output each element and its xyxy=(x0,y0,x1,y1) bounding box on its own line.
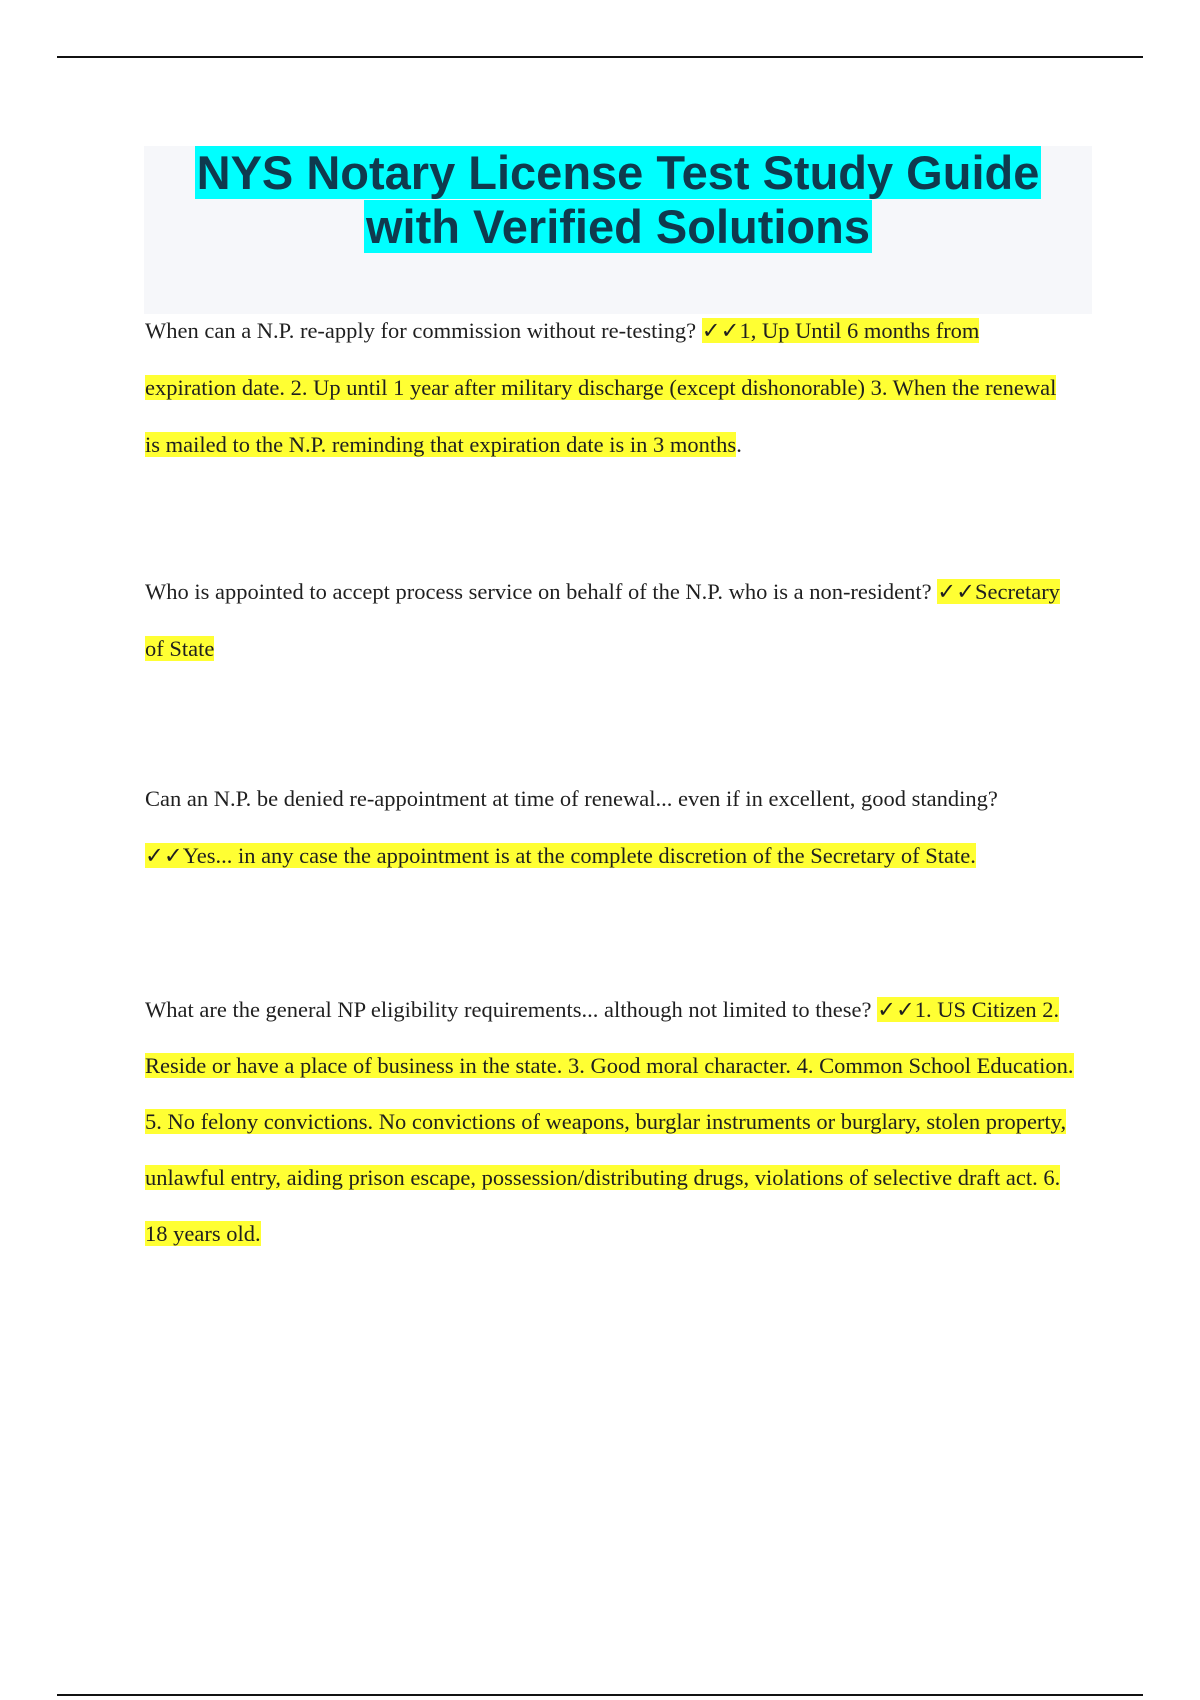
bottom-rule xyxy=(57,1694,1143,1696)
answer-text: ✓✓Secretary of State xyxy=(145,579,1060,661)
question-text: Can an N.P. be denied re-appointment at time of renewal... even if in excellent, good standing? xyxy=(145,786,998,811)
qa-item xyxy=(145,770,1075,884)
title-line-2: with Verified Solutions xyxy=(366,200,870,253)
question-text: What are the general NP eligibility requirements... although not limited to these? xyxy=(145,997,878,1022)
answer-trailing: . xyxy=(736,432,742,457)
qa-item xyxy=(145,982,1085,1262)
top-rule xyxy=(57,56,1143,58)
title-block xyxy=(144,146,1092,314)
question-text: When can a N.P. re-apply for commission without re-testing? xyxy=(145,318,702,343)
qa-item xyxy=(145,563,1075,677)
qa-item xyxy=(145,302,1075,473)
title-line-1: NYS Notary License Test Study Guide xyxy=(196,146,1040,199)
page-title xyxy=(144,146,1092,254)
answer-text: ✓✓1. US Citizen 2. Reside or have a place of business in the state. 3. Good moral character. 4. Common School Education. 5. No felony convictions. No convictions of weapons, burglar instruments or burglary, stolen property, unlawful entry, aiding prison escape, possession/distributing drugs, violations of selective draft act. 6. 18 years old. xyxy=(145,997,1074,1246)
question-text: Who is appointed to accept process service on behalf of the N.P. who is a non-resident? xyxy=(145,579,938,604)
answer-text: ✓✓Yes... in any case the appointment is at the complete discretion of the Secretary of State. xyxy=(145,843,976,868)
answer-text: ✓✓1, Up Until 6 months from expiration date. 2. Up until 1 year after military discharge (except dishonorable) 3. When the renewal is mailed to the N.P. reminding that expiration date is in 3 months xyxy=(145,318,1057,457)
